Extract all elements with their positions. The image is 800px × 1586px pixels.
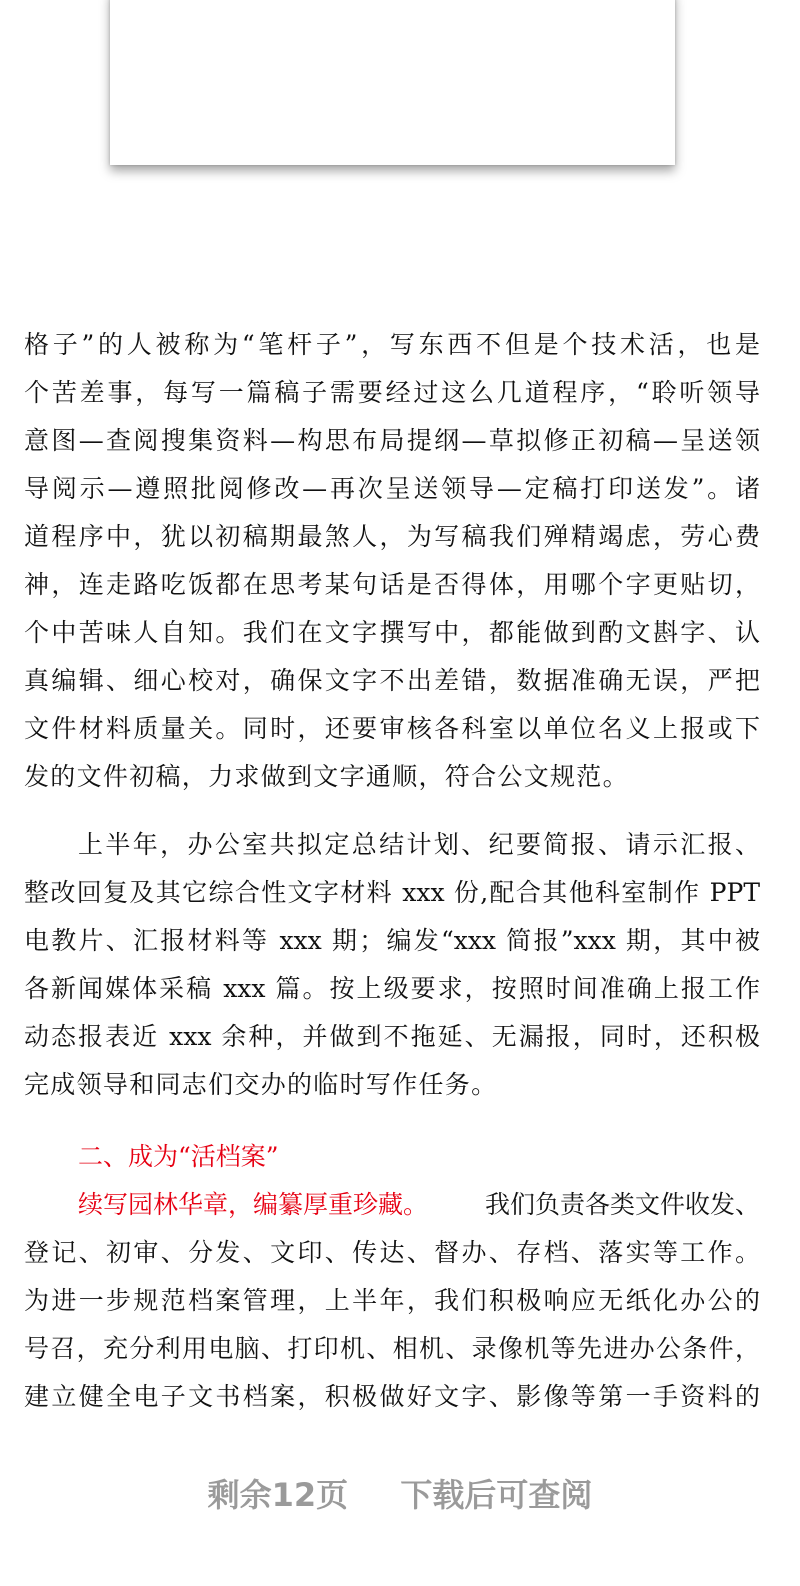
text-line: 上半年，办公室共拟定总结计划、纪要简报、请示汇报、: [78, 830, 760, 859]
text-line: 各新闻媒体采稿 xxx 篇。按上级要求，按照时间准确上报工作: [24, 974, 760, 1003]
text-line: 电教片、汇报材料等 xxx 期；编发“xxx 简报”xxx 期，其中被: [24, 926, 760, 955]
text-line: 真编辑、细心校对，确保文字不出差错，数据准确无误，严把: [24, 666, 760, 695]
text-line: 动态报表近 xxx 余种，并做到不拖延、无漏报，同时，还积极: [24, 1022, 760, 1051]
text-line: 神，连走路吃饭都在思考某句话是否得体，用哪个字更贴切，: [24, 570, 760, 599]
text-line: 为进一步规范档案管理，上半年，我们积极响应无纸化办公的: [24, 1286, 760, 1315]
remaining-pages-text: 剩余12页: [207, 1476, 349, 1514]
lead-rest-text: 我们负责各类文件收发、: [484, 1190, 760, 1219]
text-line: 道程序中，犹以初稿期最煞人，为写稿我们殚精竭虑，劳心费: [24, 522, 760, 551]
text-line: 个中苦味人自知。我们在文字撰写中，都能做到酌文斟字、认: [24, 618, 760, 647]
download-to-view-text[interactable]: 下载后可查阅: [400, 1476, 593, 1514]
text-line: 建立健全电子文书档案，积极做好文字、影像等第一手资料的: [24, 1382, 760, 1411]
text-line: 发的文件初稿，力求做到文字通顺，符合公文规范。: [24, 762, 629, 791]
download-prompt[interactable]: [0, 1470, 800, 1516]
text-line: 整改回复及其它综合性文字材料 xxx 份,配合其他科室制作 PPT: [24, 878, 760, 907]
text-line: 个苦差事，每写一篇稿子需要经过这么几道程序，“聆听领导: [24, 378, 760, 407]
text-line: 号召，充分利用电脑、打印机、相机、录像机等先进办公条件，: [24, 1334, 760, 1363]
text-line: 意图—查阅搜集资料—构思布局提纲—草拟修正初稿—呈送领: [24, 426, 760, 455]
text-line: 格子”的人被称为“笔杆子”，写东西不但是个技术活，也是: [24, 330, 760, 359]
bold-lead-text: 续写园林华章，编纂厚重珍藏。: [78, 1190, 429, 1219]
text-line: [78, 1188, 760, 1222]
text-line: 导阅示—遵照批阅修改—再次呈送领导—定稿打印送发”。诸: [24, 474, 760, 503]
text-line: 登记、初审、分发、文印、传达、督办、存档、落实等工作。: [24, 1238, 760, 1267]
page-preview-card: [110, 0, 675, 165]
section-heading: 二、成为“活档案”: [78, 1142, 279, 1171]
text-line: 完成领导和同志们交办的临时写作任务。: [24, 1070, 498, 1099]
text-line: 文件材料质量关。同时，还要审核各科室以单位名义上报或下: [24, 714, 760, 743]
